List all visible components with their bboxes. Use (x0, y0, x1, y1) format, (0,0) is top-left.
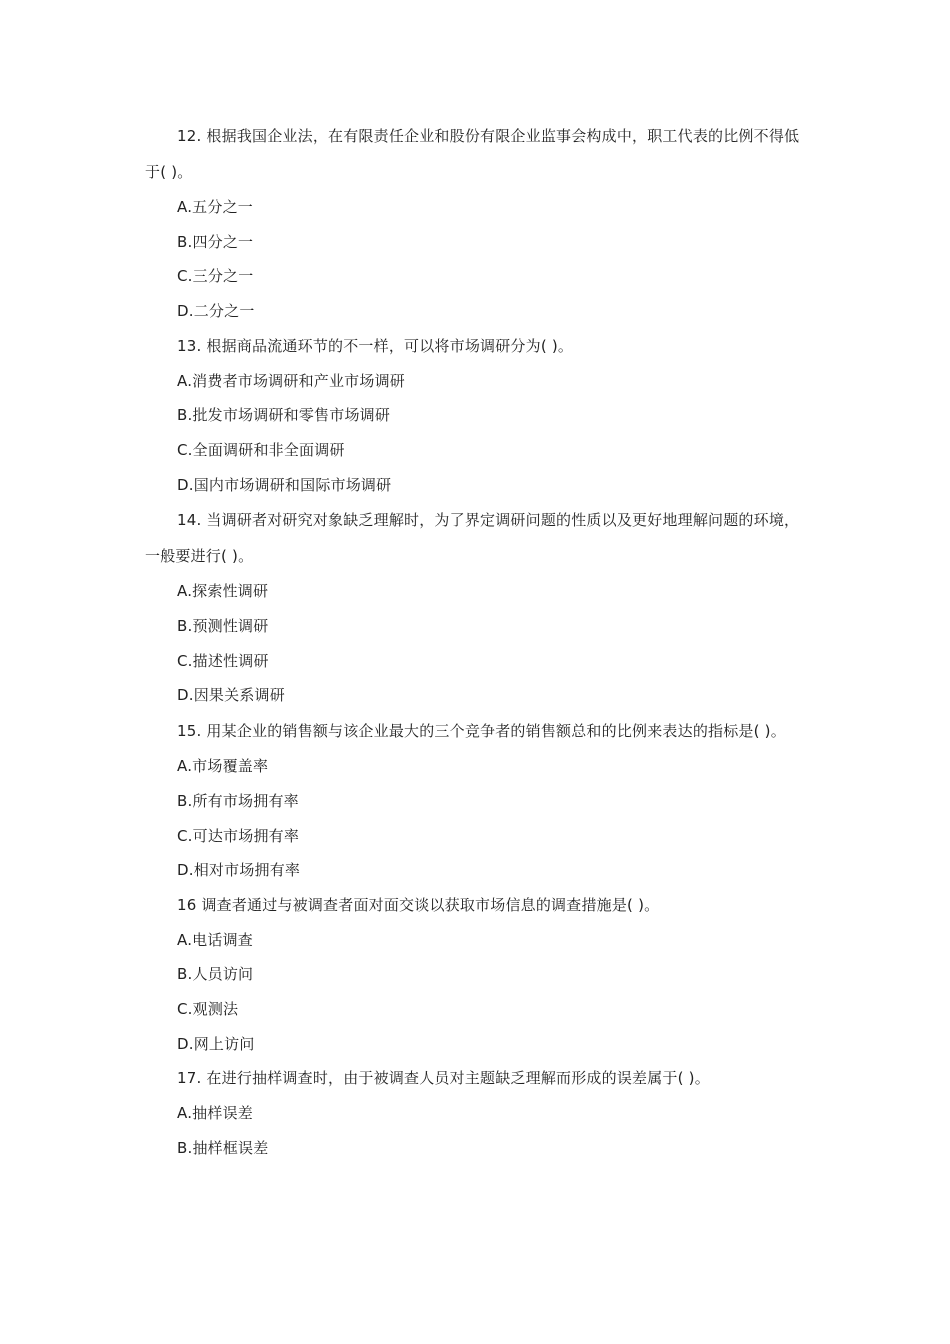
question-15 (145, 713, 805, 888)
option-c: C.三分之一 (177, 267, 254, 286)
question-text: 15. 用某企业的销售额与该企业最大的三个竞争者的销售额总和的比例来表达的指标是( )。 (177, 722, 786, 741)
option-d: D.二分之一 (177, 302, 255, 321)
question-17 (145, 1061, 805, 1165)
option-a: A.抽样误差 (177, 1104, 253, 1123)
option-a: A.消费者市场调研和产业市场调研 (177, 371, 405, 390)
option-a: A.探索性调研 (177, 582, 269, 601)
option-d: D.国内市场调研和国际市场调研 (177, 475, 392, 494)
option-c: C.观测法 (177, 1000, 239, 1019)
option-a: A.电话调查 (177, 930, 253, 949)
question-16 (145, 888, 805, 1062)
option-b: B.人员访问 (177, 965, 254, 984)
option-d: D.网上访问 (177, 1034, 255, 1053)
option-d: D.相对市场拥有率 (177, 861, 301, 880)
question-14 (145, 502, 805, 713)
option-c: C.可达市场拥有率 (177, 826, 300, 845)
question-13 (145, 329, 805, 503)
option-d: D.因果关系调研 (177, 686, 285, 705)
question-text: 12. 根据我国企业法，在有限责任企业和股份有限企业监事会构成中，职工代表的比例不得低于( )。 (145, 127, 800, 181)
question-text: 13. 根据商品流通环节的不一样，可以将市场调研分为( )。 (177, 336, 574, 355)
option-b: B.所有市场拥有率 (177, 791, 299, 810)
document-page (145, 118, 805, 1166)
question-text: 17. 在进行抽样调查时，由于被调查人员对主题缺乏理解而形成的误差属于( )。 (177, 1069, 710, 1088)
option-b: B.抽样框误差 (177, 1138, 269, 1157)
option-a: A.五分之一 (177, 198, 253, 216)
option-b: B.批发市场调研和零售市场调研 (177, 406, 391, 425)
option-c: C.描述性调研 (177, 651, 269, 670)
question-text: 14. 当调研者对研究对象缺乏理解时，为了界定调研问题的性质以及更好地理解问题的环境，一般要进行( )。 (145, 511, 800, 566)
option-c: C.全面调研和非全面调研 (177, 440, 345, 459)
option-b: B.四分之一 (177, 232, 254, 251)
question-text: 16 调查者通过与被调查者面对面交谈以获取市场信息的调查措施是( )。 (177, 895, 660, 914)
option-a: A.市场覆盖率 (177, 757, 269, 776)
option-b: B.预测性调研 (177, 617, 269, 636)
question-12 (145, 118, 805, 329)
